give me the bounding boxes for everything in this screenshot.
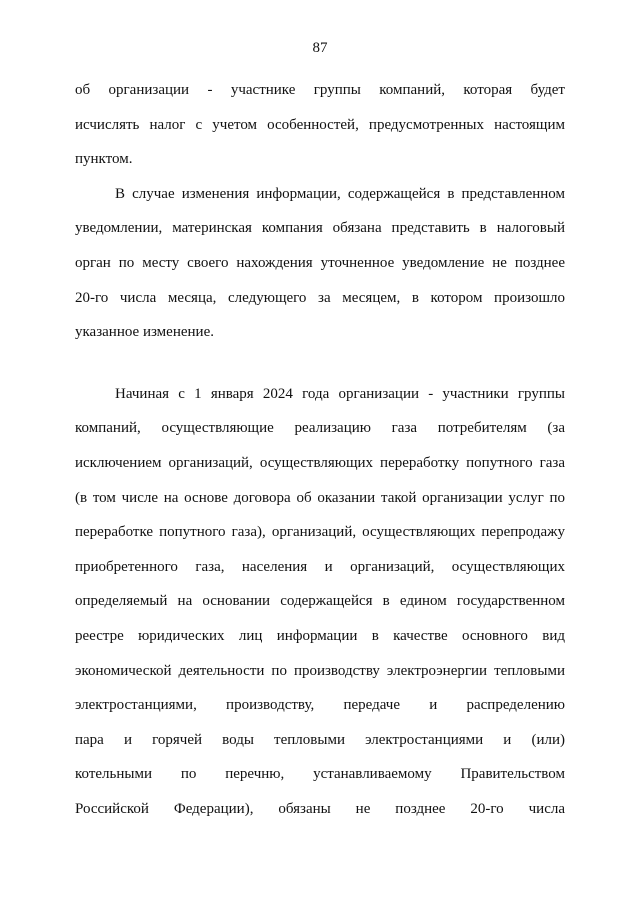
paragraph — [75, 382, 565, 832]
text-line: исчислять налог с учетом особенностей, предусмотренных настоящим — [75, 116, 565, 133]
text-line: котельными по перечню, устанавливаемому Правительством — [75, 766, 565, 783]
text-line: определяемый на основании содержащейся в едином государственном — [75, 593, 565, 610]
paragraph — [75, 182, 565, 355]
text-line: Начиная с 1 января 2024 года организации - участники группы — [115, 385, 565, 402]
paragraph — [75, 78, 565, 182]
text-line: исключением организаций, осуществляющих переработку попутного газа — [75, 454, 565, 471]
text-line: компаний, осуществляющие реализацию газа потребителям (за — [75, 420, 565, 437]
text-line: экономической деятельности по производству электроэнергии тепловыми — [75, 662, 565, 679]
text-line: (в том числе на основе договора об оказании такой организации услуг по — [75, 489, 565, 506]
text-line: орган по месту своего нахождения уточненное уведомление не позднее — [75, 254, 565, 271]
text-line: реестре юридических лиц информации в качестве основного вид — [75, 627, 565, 644]
text-line: В случае изменения информации, содержащейся в представленном — [115, 185, 565, 202]
text-line: приобретенного газа, населения и организаций, осуществляющих — [75, 558, 565, 575]
text-line: электростанциями, производству, передаче и распределению — [75, 697, 565, 714]
text-line: 20-го числа месяца, следующего за месяцем, в котором произошло — [75, 289, 565, 306]
text-line: об организации - участнике группы компаний, которая будет — [75, 82, 565, 98]
text-line: пунктом. — [75, 151, 133, 168]
page-number: 87 — [312, 40, 328, 56]
text-line: пара и горячей воды тепловыми электростанциями и (или) — [75, 731, 565, 748]
text-line: Российской Федерации), обязаны не позднее 20-го числа — [75, 800, 565, 817]
document-body — [75, 78, 565, 831]
text-line: переработке попутного газа), организаций, осуществляющих перепродажу — [75, 524, 565, 541]
text-line: уведомлении, материнская компания обязана представить в налоговый — [75, 220, 565, 237]
text-line: указанное изменение. — [75, 324, 214, 341]
